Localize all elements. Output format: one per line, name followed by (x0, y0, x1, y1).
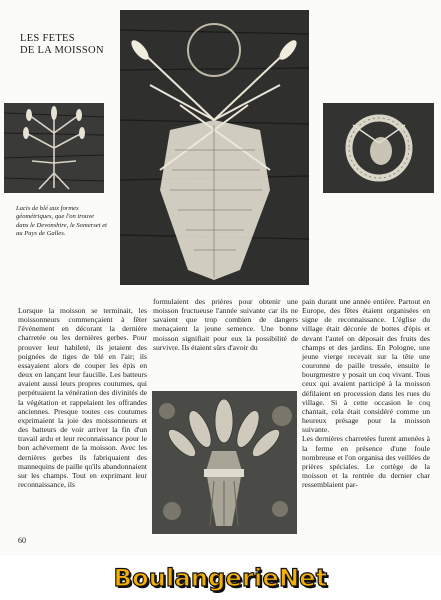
title-line-2: DE LA MOISSON (20, 45, 104, 56)
page-number: 60 (18, 536, 26, 545)
photo-caption: Lacis de blé aux formes géométriques, que l'on trouve dans le Devonshire, le Somerset et au Pays de Galles. (16, 205, 107, 238)
page-title (20, 33, 104, 57)
text-column-middle (153, 297, 298, 352)
wheat-ornament-photo-center (120, 10, 309, 285)
brand-logo: BoulangerieNet (113, 564, 328, 592)
wheat-sheaf-carving-photo (152, 391, 297, 534)
wheat-wreath-photo-right (323, 103, 434, 193)
paragraph: pain durant une année entière. Partout en Europe, des fêtes étaient organisées en signe de reconnaissance. L'église du village était décorée de bottes d'épis et devant l'autel on déposait des fruits des champs et des jardins. En Pologne, une jeune vierge recevait sur la tête une couronne de paille tressée, ensuite le bourgmestre y posait un coq vivant. Tous ceux qui avaient participé à la moisson défilaient en procession dans les rues du village. Si à cette occasion le coq chantait, cela était considéré comme un heureux présage pour la moisson suivante. (302, 297, 430, 435)
paragraph: Lorsque la moisson se terminait, les moissonneurs commençaient à fêter l'événement en décorant la dernière charretée ou les dernières gerbes. Pour prouver leur habileté, ils jetaient des poignées de tiges de blé en l'air; ils essayaient alors de couper les épis en deux en lançant leur faucille. Les batteurs avaient aussi leurs propres coutumes, qui perpétuaient la vénération des divinités de la végétation et rappelaient les offrandes anciennes. Presque toutes ces coutumes exprimaient la joie des moissonneurs et des batteurs de voir arriver la fin d'un travail ardu et leur reconnaissance pour le bon achèvement de la moisson. Avec les dernières gerbes ils fabriquaient des mannequins de paille qu'ils abandonnaient sur les champs. Tout en exprimant leur reconnaissance, ils (18, 306, 147, 489)
wheat-ornament-photo-left (4, 103, 104, 193)
title-line-1: LES FETES (20, 33, 75, 44)
paragraph: formulaient des prières pour obtenir une moisson fructueuse l'année suivante car ils ne savaient que trop combien de dangers menaçaient la jeune semence. Une bonne moisson signifiait pour eux la possibilité de survivre. Ils étaient sûrs d'avoir du (153, 297, 298, 352)
text-column-left (18, 306, 147, 489)
paragraph: Les dernières charretées furent amenées à la ferme en présence d'une foule nombreuse et l'on organisa des veillées de prières spéciales. Le cortège de la moisson et la rentrée du dernier char ressemblaient par- (302, 434, 430, 490)
text-column-right (302, 297, 430, 489)
